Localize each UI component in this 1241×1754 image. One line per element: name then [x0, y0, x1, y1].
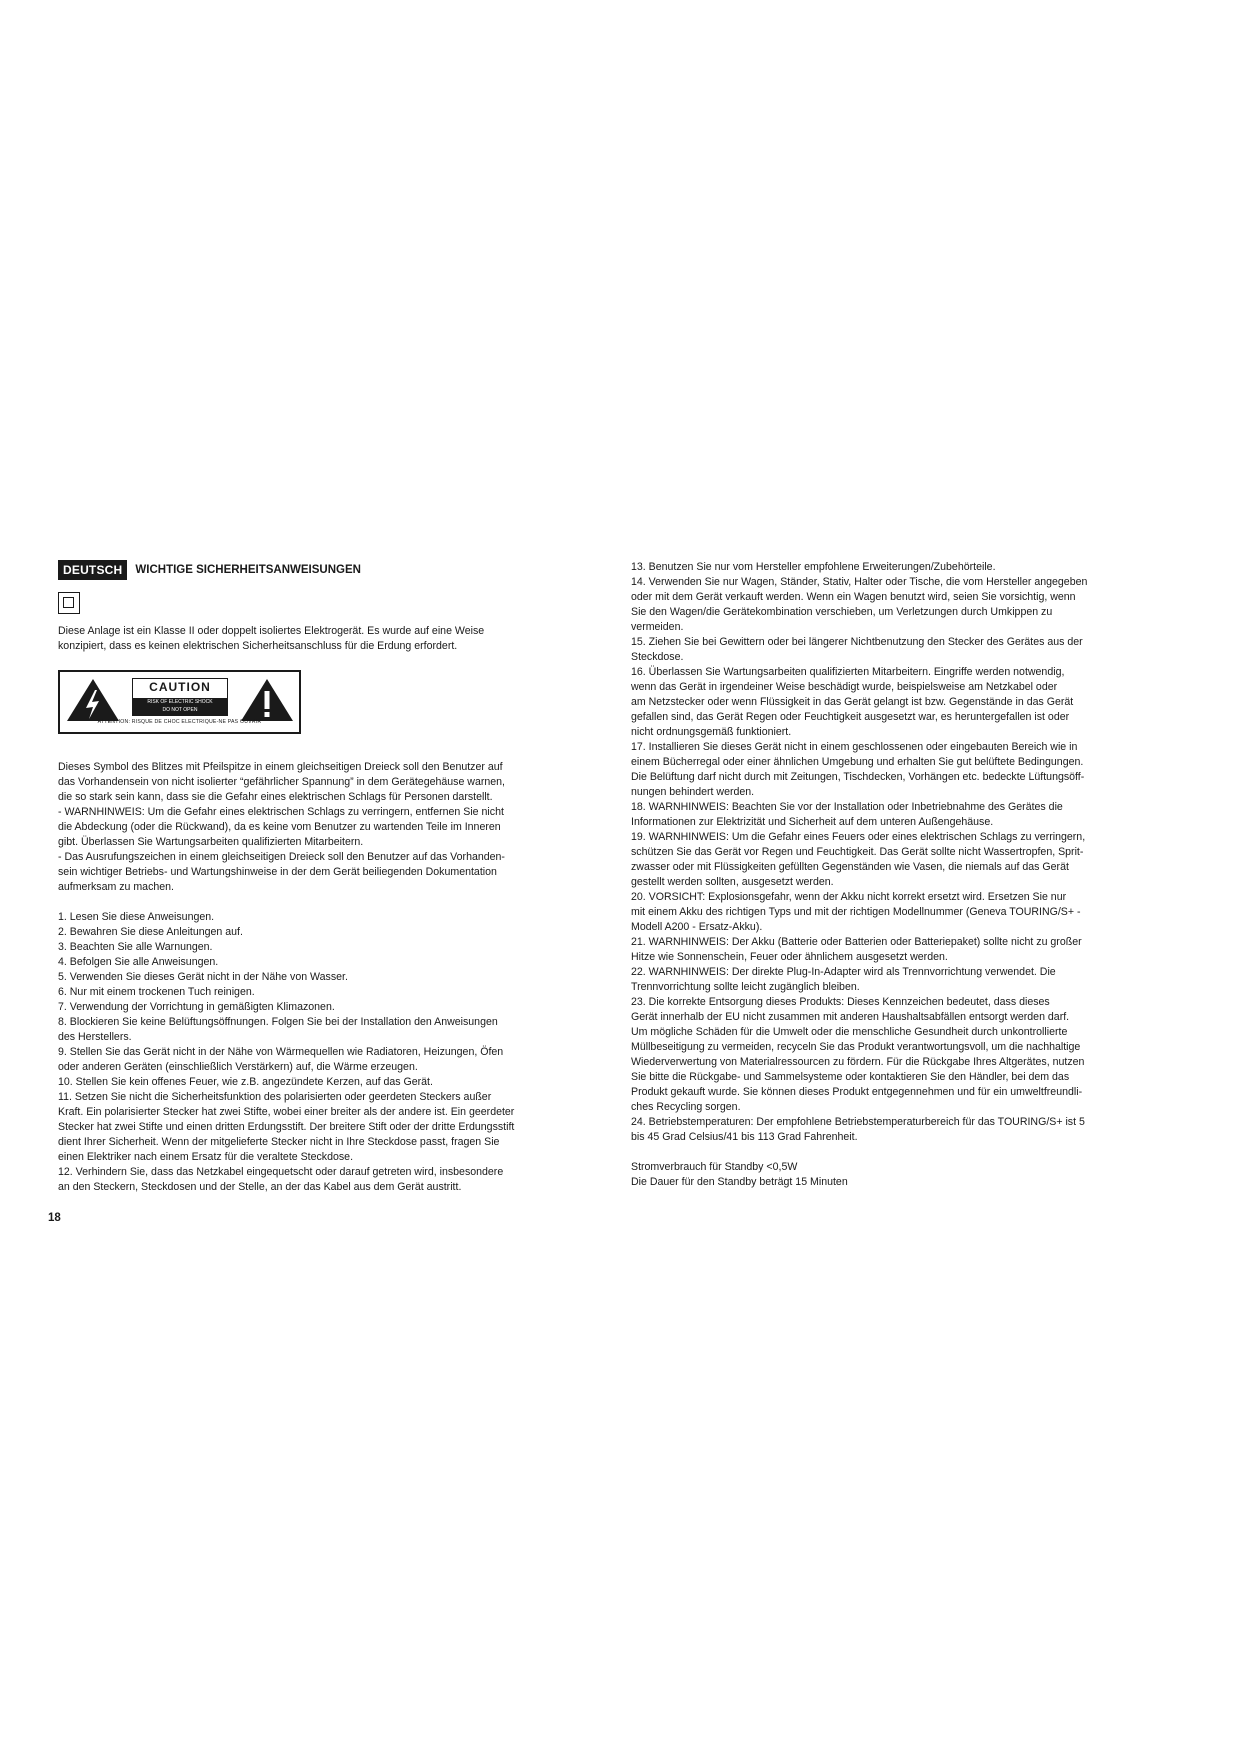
list-item: nungen behindert werden. [631, 786, 755, 798]
list-item: 22. WARNHINWEIS: Der direkte Plug-In-Adapter wird als Trennvorrichtung verwendet. Die [631, 966, 1056, 978]
list-item: gestellt werden sollten, ausgesetzt werden. [631, 876, 834, 888]
list-item: 5. Verwenden Sie dieses Gerät nicht in der Nähe von Wasser. [58, 971, 348, 983]
text-line: konzipiert, dass es keinen elektrischen Sicherheitsanschluss für die Erdung erfordert. [58, 640, 458, 652]
list-item: Um mögliche Schäden für die Umwelt oder die menschliche Gesundheit durch unkontrollierte [631, 1026, 1068, 1038]
list-item: wenn das Gerät in irgendeiner Weise beschädigt wurde, beispielsweise am Netzkabel oder [631, 681, 1058, 693]
text-line: Diese Anlage ist ein Klasse II oder doppelt isoliertes Elektrogerät. Es wurde auf eine Weise [58, 625, 485, 637]
text-line: aufmerksam zu machen. [58, 881, 174, 893]
section-header [58, 560, 591, 580]
list-item: 19. WARNHINWEIS: Um die Gefahr eines Feuers oder eines elektrischen Schlags zu verringern, [631, 831, 1086, 843]
text-line: Die Dauer für den Standby beträgt 15 Minuten [631, 1176, 848, 1188]
list-item: nicht ordnungsgemäß funktioniert. [631, 726, 792, 738]
list-item: mit einem Akku des richtigen Typs und mit der richtigen Modellnummer (Geneva TOURING/S+ - [631, 906, 1081, 918]
text-line: gibt. Überlassen Sie Wartungsarbeiten qualifizierten Mitarbeitern. [58, 836, 364, 848]
caution-box [132, 678, 228, 716]
list-item: 23. Die korrekte Entsorgung dieses Produkts: Dieses Kennzeichen bedeutet, dass dieses [631, 996, 1050, 1008]
list-item: Hitze wie Sonnenschein, Feuer oder ähnlichem ausgesetzt werden. [631, 951, 948, 963]
text-line: sein wichtiger Betriebs- und Wartungshinweise in der dem Gerät beiliegenden Dokumentation [58, 866, 497, 878]
list-item: oder mit dem Gerät verkauft werden. Wenn ein Wagen benutzt wird, seien Sie vorsichtig, wenn [631, 591, 1076, 603]
class2-paragraph [58, 624, 591, 654]
caution-sub-line: DO NOT OPEN [162, 707, 198, 713]
text-line: die so stark sein kann, dass sie die Gefahr eines elektrischen Schlags für Personen darstellt. [58, 791, 493, 803]
list-item: Informationen zur Elektrizität und Sicherheit auf dem unteren Außengehäuse. [631, 816, 994, 828]
list-item: Die Belüftung darf nicht durch mit Zeitungen, Tischdecken, Vorhängen etc. bedeckte Lüftungsöff- [631, 771, 1085, 783]
list-item: Gerät innerhalb der EU nicht zusammen mit anderen Haushaltsabfällen entsorgt werden darf. [631, 1011, 1070, 1023]
list-item: Steckdose. [631, 651, 684, 663]
caution-sub-line: RISK OF ELECTRIC SHOCK [147, 699, 213, 705]
list-item: 3. Beachten Sie alle Warnungen. [58, 941, 213, 953]
list-item: gefallen sind, das Gerät Regen oder Feuchtigkeit ausgesetzt war, es heruntergefallen ist oder [631, 711, 1070, 723]
language-badge: DEUTSCH [58, 560, 127, 580]
list-item: am Netzstecker oder wenn Flüssigkeit in das Gerät gelangt ist bzw. Gegenstände in das Gerät [631, 696, 1074, 708]
list-item: schützen Sie das Gerät vor Regen und Feuchtigkeit. Das Gerät sollte nicht Wassertropfen, Sprit- [631, 846, 1084, 858]
list-item: bis 45 Grad Celsius/41 bis 113 Grad Fahrenheit. [631, 1131, 858, 1143]
list-item: 10. Stellen Sie kein offenes Feuer, wie z.B. angezündete Kerzen, auf das Gerät. [58, 1076, 433, 1088]
list-item: 16. Überlassen Sie Wartungsarbeiten qualifizierten Mitarbeitern. Eingriffe werden notwendig, [631, 666, 1065, 678]
list-item: 17. Installieren Sie dieses Gerät nicht in einem geschlossenen oder eingebauten Bereich wie in [631, 741, 1078, 753]
list-item: einen Elektriker nach einem Ersatz für die veraltete Steckdose. [58, 1151, 354, 1163]
list-item: Kraft. Ein polarisierter Stecker hat zwei Stifte, wobei einer breiter als der andere ist. Ein geerdeter [58, 1106, 515, 1118]
list-item: 18. WARNHINWEIS: Beachten Sie vor der Installation oder Inbetriebnahme des Gerätes die [631, 801, 1063, 813]
list-item: 21. WARNHINWEIS: Der Akku (Batterie oder Batterien oder Batteriepaket) sollte nicht zu großer [631, 936, 1082, 948]
caution-label [58, 670, 301, 734]
list-item: 14. Verwenden Sie nur Wagen, Ständer, Stativ, Halter oder Tische, die vom Hersteller angegeben [631, 576, 1088, 588]
list-item: des Herstellers. [58, 1031, 132, 1043]
instruction-list-left [58, 910, 591, 1195]
symbol-paragraph [58, 760, 591, 895]
list-item: 11. Setzen Sie nicht die Sicherheitsfunktion des polarisierten oder geerdeten Steckers außer [58, 1091, 492, 1103]
text-line: die Abdeckung (oder die Rückwand), da es keine vom Benutzer zu wartenden Teile im Inneren [58, 821, 501, 833]
list-item: einem Bücherregal oder einer ähnlichen Umgebung und erhalten Sie gut belüftete Bedingungen. [631, 756, 1084, 768]
list-item: 8. Blockieren Sie keine Belüftungsöffnungen. Folgen Sie bei der Installation den Anweisungen [58, 1016, 498, 1028]
list-item: 4. Befolgen Sie alle Anweisungen. [58, 956, 219, 968]
list-item: zwasser oder mit Flüssigkeiten gefüllten Gegenständen wie Vasen, die niemals auf das Gerät [631, 861, 1069, 873]
list-item: 15. Ziehen Sie bei Gewittern oder bei längerer Nichtbenutzung den Stecker des Gerätes aus der [631, 636, 1083, 648]
standby-info [631, 1160, 1171, 1190]
list-item: dient Ihrer Sicherheit. Wenn der mitgelieferte Stecker nicht in Ihre Steckdose passt, fragen Sie [58, 1136, 500, 1148]
list-item: an den Steckern, Steckdosen und der Stelle, an der das Kabel aus dem Gerät austritt. [58, 1181, 462, 1193]
list-item: Stecker hat zwei Stifte und einen dritten Erdungsstift. Der breitere Stift oder der dritte Erdungsstift [58, 1121, 515, 1133]
list-item: ches Recycling sorgen. [631, 1101, 741, 1113]
list-item: Modell A200 - Ersatz-Akku). [631, 921, 763, 933]
list-item: 7. Verwendung der Vorrichtung in gemäßigten Klimazonen. [58, 1001, 335, 1013]
caution-word: CAUTION [149, 680, 211, 694]
list-item: Trennvorrichtung sollte leicht zugänglich bleiben. [631, 981, 860, 993]
text-line: das Vorhandensein von nicht isolierter “gefährlicher Spannung” in dem Gerätegehäuse warnen, [58, 776, 505, 788]
list-item: 12. Verhindern Sie, dass das Netzkabel eingequetscht oder darauf getreten wird, insbesondere [58, 1166, 504, 1178]
left-column [58, 560, 591, 1195]
list-item: oder anderen Geräten (einschließlich Verstärkern) auf, die Wärme erzeugen. [58, 1061, 418, 1073]
page-number: 18 [48, 1212, 61, 1224]
list-item: 20. VORSICHT: Explosionsgefahr, wenn der Akku nicht korrekt ersetzt wird. Ersetzen Sie nur [631, 891, 1067, 903]
instruction-list-right [631, 560, 1171, 1145]
text-line: Dieses Symbol des Blitzes mit Pfeilspitze in einem gleichseitigen Dreieck soll den Benutzer auf [58, 761, 503, 773]
double-insulation-icon [58, 592, 80, 614]
list-item: vermeiden. [631, 621, 684, 633]
list-item: Produkt gekauft wurde. Sie können dieses Produkt entgegennehmen und für ein umweltfreundli- [631, 1086, 1083, 1098]
list-item: Sie bitte die Rückgabe- und Sammelsysteme oder kontaktieren Sie den Händler, bei dem das [631, 1071, 1070, 1083]
list-item: 6. Nur mit einem trockenen Tuch reinigen. [58, 986, 255, 998]
list-item: Müllbeseitigung zu vermeiden, recyceln Sie das Produkt verantwortungsvoll, um die nachhaltige [631, 1041, 1081, 1053]
text-line: - WARNHINWEIS: Um die Gefahr eines elektrischen Schlags zu verringern, entfernen Sie nicht [58, 806, 504, 818]
caution-bottom-text: ATTENTION: RISQUE DE CHOC ELECTRIQUE-NE PAS OUVRIR [97, 719, 262, 725]
text-line: - Das Ausrufungszeichen in einem gleichseitigen Dreieck soll den Benutzer auf das Vorhanden- [58, 851, 505, 863]
list-item: 1. Lesen Sie diese Anweisungen. [58, 911, 215, 923]
list-item: Wiederverwertung von Materialressourcen zu fördern. Für die Rückgabe Ihres Altgerätes, nutzen [631, 1056, 1085, 1068]
caution-sub [133, 698, 227, 715]
list-item: 2. Bewahren Sie diese Anleitungen auf. [58, 926, 243, 938]
list-item: Sie den Wagen/die Gerätekombination verschieben, um Verletzungen durch Umkippen zu [631, 606, 1053, 618]
list-item: 13. Benutzen Sie nur vom Hersteller empfohlene Erweiterungen/Zubehörteile. [631, 561, 996, 573]
list-item: 24. Betriebstemperaturen: Der empfohlene Betriebstemperaturbereich für das TOURING/S+ ist 5 [631, 1116, 1085, 1128]
section-title: WICHTIGE SICHERHEITSANWEISUNGEN [135, 563, 361, 576]
text-line: Stromverbrauch für Standby <0,5W [631, 1161, 798, 1173]
list-item: 9. Stellen Sie das Gerät nicht in der Nähe von Wärmequellen wie Radiatoren, Heizungen, Öfen [58, 1046, 504, 1058]
right-column [631, 560, 1171, 1190]
